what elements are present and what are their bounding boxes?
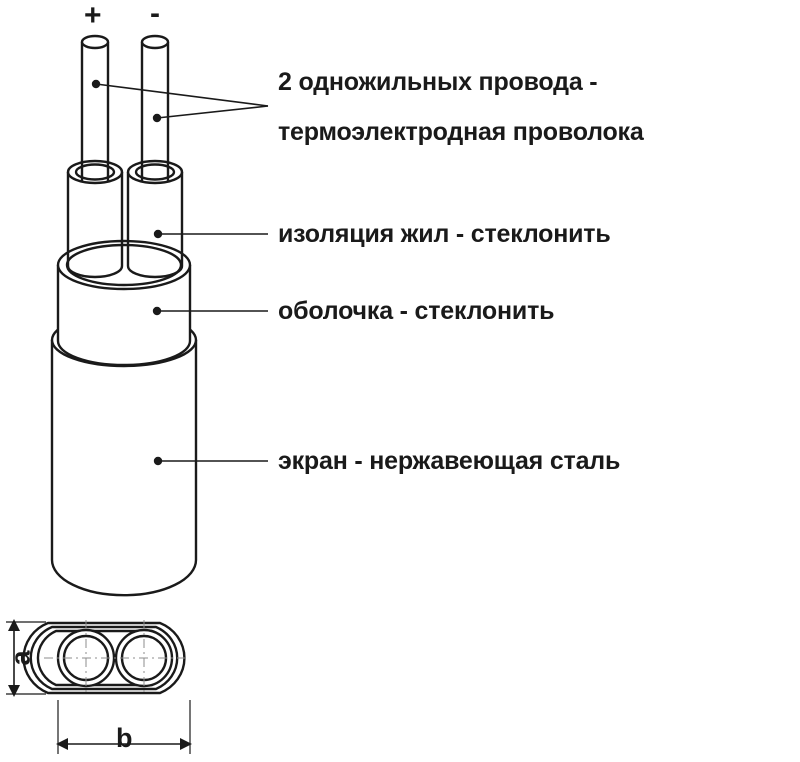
callout-conductors-line2: термоэлектродная проволока	[278, 118, 644, 146]
dimension-a-label: a	[5, 650, 36, 666]
callout-screen: экран - нержавеющая сталь	[278, 447, 621, 475]
sheath-tube	[58, 241, 190, 365]
callout-conductors-line1: 2 одножильных провода -	[278, 68, 598, 96]
polarity-plus-label: +	[84, 0, 102, 32]
dimension-b-label: b	[116, 723, 133, 753]
callout-core-insulation: изоляция жил - стеклонить	[278, 220, 611, 248]
callout-sheath: оболочка - стеклонить	[278, 297, 555, 325]
polarity-minus-label: -	[150, 0, 160, 30]
